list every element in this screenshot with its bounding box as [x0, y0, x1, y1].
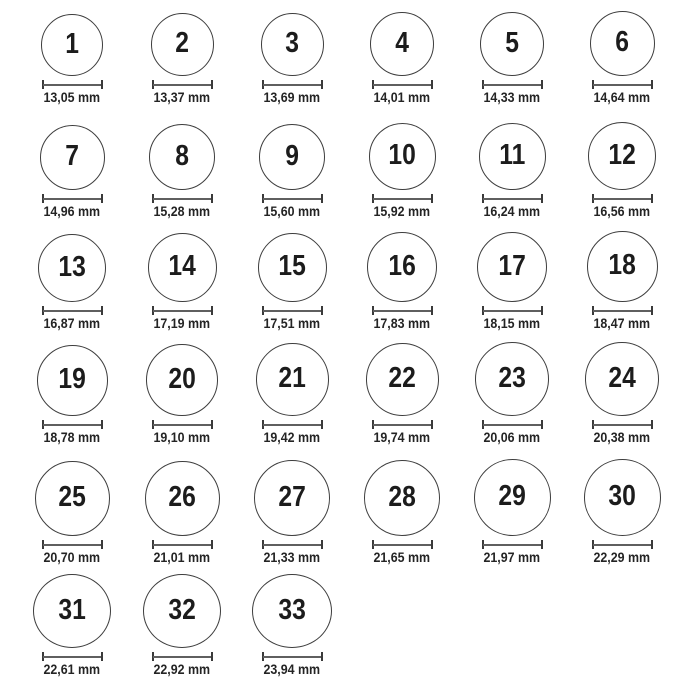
ring-circle	[587, 231, 658, 302]
diameter-label: 16,24 mm	[483, 204, 541, 220]
ruler-right-tick	[431, 194, 433, 203]
ruler-line	[263, 84, 322, 86]
diameter-ruler	[262, 540, 323, 549]
ring-size-number: 15	[278, 250, 306, 283]
ring-circle	[475, 342, 549, 416]
diameter-label: 23,94 mm	[263, 662, 321, 678]
ring-circle	[149, 124, 215, 190]
ring-size-cell-32	[127, 574, 237, 700]
ruler-line	[483, 544, 542, 546]
diameter-ruler	[482, 540, 543, 549]
diameter-label: 13,05 mm	[43, 90, 101, 106]
diameter-label: 20,70 mm	[43, 550, 101, 566]
ruler-line	[593, 84, 652, 86]
ring-size-cell-14	[127, 228, 237, 340]
diameter-label: 14,33 mm	[483, 90, 541, 106]
ruler-right-tick	[431, 420, 433, 429]
diameter-ruler	[592, 80, 653, 89]
ruler-right-tick	[101, 540, 103, 549]
diameter-label: 21,65 mm	[373, 550, 431, 566]
ring-size-number: 20	[168, 362, 196, 395]
ring-circle	[146, 344, 218, 416]
ring-size-number: 33	[278, 593, 306, 626]
ruler-right-tick	[651, 194, 653, 203]
diameter-label: 13,37 mm	[153, 90, 211, 106]
ruler-line	[373, 424, 432, 426]
ring-circle	[477, 232, 547, 302]
ring-size-cell-22	[347, 340, 457, 454]
diameter-ruler	[592, 306, 653, 315]
ring-size-cell-25	[17, 454, 127, 574]
ring-size-number: 24	[608, 361, 636, 394]
diameter-label: 22,61 mm	[43, 662, 101, 678]
ruler-right-tick	[101, 80, 103, 89]
ring-size-number: 4	[395, 26, 409, 59]
ring-size-number: 28	[388, 480, 416, 513]
diameter-ruler	[482, 80, 543, 89]
diameter-ruler	[482, 306, 543, 315]
ring-size-number: 30	[608, 480, 636, 513]
diameter-label: 16,56 mm	[593, 204, 651, 220]
ring-circle	[474, 459, 551, 536]
ruler-right-tick	[541, 540, 543, 549]
ring-circle	[366, 343, 439, 416]
ring-size-number: 17	[498, 249, 526, 282]
diameter-label: 17,51 mm	[263, 316, 321, 332]
ring-size-number: 12	[608, 138, 636, 171]
ring-circle	[367, 232, 437, 302]
ring-size-number: 31	[58, 593, 86, 626]
ring-size-cell-30	[567, 454, 677, 574]
ruler-line	[263, 544, 322, 546]
ring-circle	[254, 460, 330, 536]
diameter-label: 18,78 mm	[43, 430, 101, 446]
ring-size-cell-2	[127, 0, 237, 114]
ring-circle	[38, 234, 106, 302]
diameter-ruler	[152, 194, 213, 203]
ruler-line	[373, 544, 432, 546]
ring-size-number: 25	[58, 481, 86, 514]
diameter-ruler	[152, 80, 213, 89]
diameter-label: 19,10 mm	[153, 430, 211, 446]
diameter-label: 22,29 mm	[593, 550, 651, 566]
ring-circle	[37, 345, 108, 416]
ruler-right-tick	[541, 420, 543, 429]
ring-circle	[145, 461, 220, 536]
ring-size-cell-12	[567, 114, 677, 228]
ring-size-cell-17	[457, 228, 567, 340]
ring-size-cell-15	[237, 228, 347, 340]
ruler-right-tick	[211, 306, 213, 315]
diameter-label: 19,42 mm	[263, 430, 321, 446]
ring-size-cell-8	[127, 114, 237, 228]
ruler-line	[43, 198, 102, 200]
diameter-label: 16,87 mm	[43, 316, 101, 332]
ring-circle	[256, 343, 329, 416]
ruler-right-tick	[541, 306, 543, 315]
diameter-ruler	[152, 306, 213, 315]
diameter-label: 22,92 mm	[153, 662, 211, 678]
ruler-right-tick	[431, 80, 433, 89]
ring-circle	[259, 124, 325, 190]
diameter-label: 21,33 mm	[263, 550, 321, 566]
ruler-line	[263, 198, 322, 200]
diameter-label: 14,96 mm	[43, 204, 101, 220]
ruler-right-tick	[321, 194, 323, 203]
ring-size-number: 29	[498, 480, 526, 513]
ruler-right-tick	[321, 80, 323, 89]
ring-size-cell-13	[17, 228, 127, 340]
ruler-line	[593, 424, 652, 426]
diameter-ruler	[372, 194, 433, 203]
ring-size-cell-5	[457, 0, 567, 114]
ruler-right-tick	[101, 194, 103, 203]
ruler-right-tick	[211, 540, 213, 549]
ring-size-number: 7	[65, 140, 79, 173]
ring-circle	[33, 574, 111, 648]
diameter-ruler	[152, 420, 213, 429]
ring-circle	[364, 460, 440, 536]
diameter-label: 15,92 mm	[373, 204, 431, 220]
ruler-right-tick	[211, 80, 213, 89]
diameter-ruler	[152, 540, 213, 549]
ring-size-number: 23	[498, 361, 526, 394]
ring-circle	[151, 13, 214, 76]
ring-size-cell-29	[457, 454, 567, 574]
ruler-line	[43, 544, 102, 546]
ruler-line	[263, 310, 322, 312]
diameter-label: 18,15 mm	[483, 316, 541, 332]
diameter-ruler	[372, 80, 433, 89]
ring-circle	[588, 122, 656, 190]
diameter-label: 17,83 mm	[373, 316, 431, 332]
ring-size-number: 11	[498, 139, 526, 172]
ring-size-cell-23	[457, 340, 567, 454]
ruler-right-tick	[101, 420, 103, 429]
ruler-line	[43, 656, 102, 658]
ruler-right-tick	[321, 652, 323, 661]
ruler-right-tick	[101, 306, 103, 315]
diameter-label: 17,19 mm	[153, 316, 211, 332]
ring-size-cell-16	[347, 228, 457, 340]
diameter-label: 14,01 mm	[373, 90, 431, 106]
ruler-line	[153, 84, 212, 86]
diameter-ruler	[262, 194, 323, 203]
ring-circle	[369, 123, 436, 190]
ruler-right-tick	[651, 80, 653, 89]
diameter-ruler	[592, 194, 653, 203]
ruler-line	[373, 84, 432, 86]
ring-size-number: 16	[388, 249, 416, 282]
diameter-label: 18,47 mm	[593, 316, 651, 332]
ring-size-cell-1	[17, 0, 127, 114]
ring-size-number: 26	[168, 481, 196, 514]
ruler-right-tick	[541, 194, 543, 203]
diameter-label: 15,60 mm	[263, 204, 321, 220]
ring-circle	[143, 574, 221, 648]
ring-size-cell-3	[237, 0, 347, 114]
ring-size-cell-19	[17, 340, 127, 454]
diameter-ruler	[372, 540, 433, 549]
ring-size-number: 6	[615, 26, 629, 59]
ring-circle	[35, 461, 110, 536]
ruler-right-tick	[211, 420, 213, 429]
ring-size-number: 32	[168, 593, 196, 626]
diameter-ruler	[42, 80, 103, 89]
diameter-ruler	[152, 652, 213, 661]
ruler-line	[43, 424, 102, 426]
ring-circle	[590, 11, 655, 76]
ring-size-cell-11	[457, 114, 567, 228]
diameter-ruler	[262, 80, 323, 89]
ring-size-cell-6	[567, 0, 677, 114]
diameter-label: 20,06 mm	[483, 430, 541, 446]
diameter-ruler	[372, 306, 433, 315]
ruler-line	[373, 310, 432, 312]
ring-circle	[261, 13, 324, 76]
ring-circle	[480, 12, 544, 76]
ring-size-number: 1	[65, 27, 79, 60]
diameter-label: 20,38 mm	[593, 430, 651, 446]
ring-size-number: 13	[58, 250, 86, 283]
ring-size-number: 14	[168, 250, 196, 283]
ruler-line	[483, 84, 542, 86]
ring-circle	[41, 14, 103, 76]
ruler-line	[263, 424, 322, 426]
diameter-ruler	[482, 194, 543, 203]
ruler-right-tick	[101, 652, 103, 661]
diameter-ruler	[372, 420, 433, 429]
ring-size-number: 9	[285, 139, 299, 172]
ring-size-cell-26	[127, 454, 237, 574]
ruler-line	[153, 544, 212, 546]
ruler-line	[483, 198, 542, 200]
diameter-label: 15,28 mm	[153, 204, 211, 220]
ring-circle	[370, 12, 434, 76]
ring-size-number: 8	[175, 139, 189, 172]
diameter-label: 21,01 mm	[153, 550, 211, 566]
ruler-right-tick	[431, 306, 433, 315]
diameter-ruler	[42, 652, 103, 661]
ruler-line	[153, 424, 212, 426]
ring-circle	[148, 233, 217, 302]
ruler-right-tick	[651, 420, 653, 429]
ruler-right-tick	[321, 306, 323, 315]
diameter-ruler	[262, 306, 323, 315]
ring-size-number: 18	[608, 249, 636, 282]
ring-size-cell-18	[567, 228, 677, 340]
ruler-line	[593, 544, 652, 546]
ring-size-number: 27	[278, 480, 306, 513]
ring-circle	[40, 125, 105, 190]
ruler-line	[483, 424, 542, 426]
ruler-line	[263, 656, 322, 658]
ruler-right-tick	[211, 652, 213, 661]
ruler-right-tick	[651, 540, 653, 549]
ring-size-cell-27	[237, 454, 347, 574]
ring-size-number: 19	[58, 363, 86, 396]
ruler-right-tick	[211, 194, 213, 203]
ring-size-number: 3	[285, 27, 299, 60]
ring-size-cell-10	[347, 114, 457, 228]
diameter-label: 19,74 mm	[373, 430, 431, 446]
ruler-line	[43, 84, 102, 86]
ruler-line	[483, 310, 542, 312]
ring-circle	[584, 459, 661, 536]
ring-size-cell-9	[237, 114, 347, 228]
ring-size-number: 5	[505, 26, 519, 59]
ring-size-cell-33	[237, 574, 347, 700]
diameter-ruler	[262, 652, 323, 661]
ruler-line	[43, 310, 102, 312]
diameter-ruler	[42, 306, 103, 315]
ruler-line	[153, 198, 212, 200]
diameter-ruler	[42, 194, 103, 203]
diameter-ruler	[42, 420, 103, 429]
ruler-line	[593, 198, 652, 200]
ring-circle	[479, 123, 546, 190]
ring-circle	[585, 342, 659, 416]
ruler-line	[153, 656, 212, 658]
ring-size-cell-31	[17, 574, 127, 700]
diameter-label: 21,97 mm	[483, 550, 541, 566]
ruler-right-tick	[431, 540, 433, 549]
ring-circle	[258, 233, 327, 302]
ring-size-cell-20	[127, 340, 237, 454]
ring-size-cell-21	[237, 340, 347, 454]
ring-size-cell-7	[17, 114, 127, 228]
ring-size-cell-28	[347, 454, 457, 574]
ruler-right-tick	[321, 540, 323, 549]
ring-size-number: 2	[175, 27, 189, 60]
diameter-label: 14,64 mm	[593, 90, 651, 106]
diameter-label: 13,69 mm	[263, 90, 321, 106]
ruler-right-tick	[651, 306, 653, 315]
diameter-ruler	[592, 420, 653, 429]
ruler-line	[593, 310, 652, 312]
ruler-right-tick	[321, 420, 323, 429]
ring-size-number: 22	[388, 362, 416, 395]
ring-circle	[252, 574, 332, 648]
ruler-right-tick	[541, 80, 543, 89]
ring-size-number: 21	[278, 362, 306, 395]
diameter-ruler	[42, 540, 103, 549]
ring-size-cell-24	[567, 340, 677, 454]
diameter-ruler	[592, 540, 653, 549]
ruler-line	[153, 310, 212, 312]
ring-size-number: 10	[388, 139, 416, 172]
ring-size-cell-4	[347, 0, 457, 114]
diameter-ruler	[262, 420, 323, 429]
ruler-line	[373, 198, 432, 200]
diameter-ruler	[482, 420, 543, 429]
